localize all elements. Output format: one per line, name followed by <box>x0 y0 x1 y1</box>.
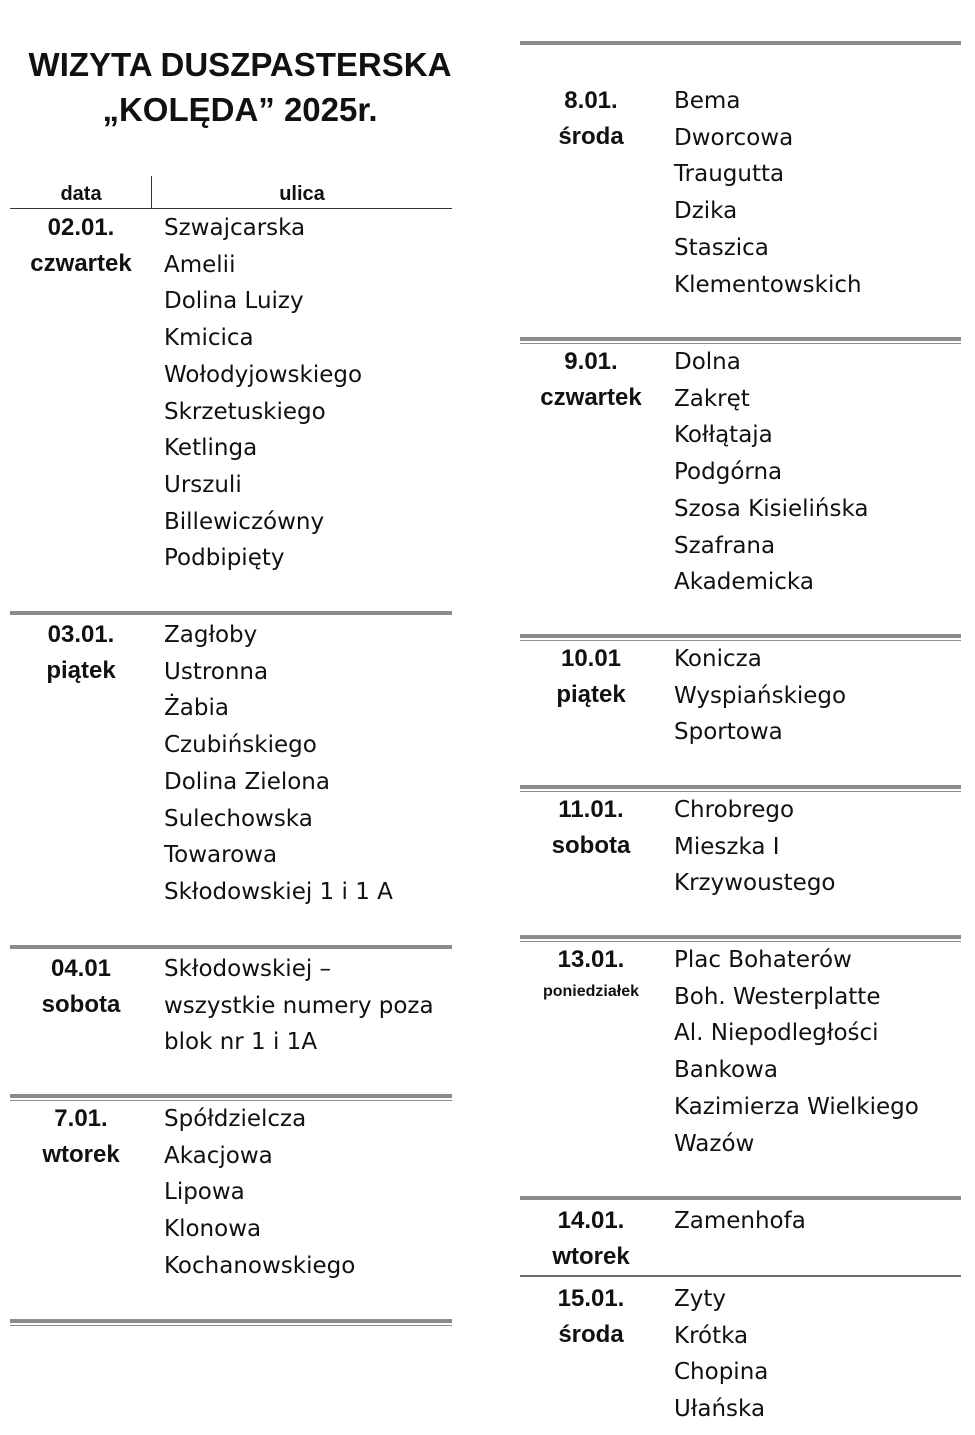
street-item: Akacjowa <box>164 1142 273 1169</box>
day-separator <box>10 1094 452 1101</box>
street-item: Kołłątaja <box>674 422 773 449</box>
street-item: Dworcowa <box>674 124 794 151</box>
visit-date <box>520 792 662 864</box>
street-item: Krzywoustego <box>674 870 836 897</box>
street-item: Ketlinga <box>164 435 258 462</box>
date-label: 13.01. <box>557 946 625 973</box>
street-item: Sportowa <box>674 719 783 746</box>
street-item: Dolina Luizy <box>164 288 304 315</box>
street-item: Zamenhofa <box>674 1208 806 1234</box>
table-bottom-border <box>10 1319 452 1326</box>
page-title-line-2: „KOLĘDA” 2025r. <box>102 91 378 128</box>
street-item: Spółdzielcza <box>164 1106 307 1132</box>
street-item: Czubińskiego <box>164 732 317 759</box>
street-item: Bankowa <box>674 1057 778 1084</box>
weekday-label: czwartek <box>30 250 132 277</box>
street-item: Chopina <box>674 1359 769 1386</box>
visit-date <box>520 641 662 713</box>
street-item: Zyty <box>674 1286 726 1312</box>
weekday-label: piątek <box>556 681 626 708</box>
street-item: Bema <box>674 88 741 114</box>
street-item: Zakręt <box>674 385 750 412</box>
visit-date <box>10 951 152 1023</box>
date-label: 8.01. <box>564 87 618 114</box>
day-separator <box>520 337 961 344</box>
street-item: blok nr 1 i 1A <box>164 1029 318 1056</box>
street-list <box>164 617 393 911</box>
street-item: Towarowa <box>164 842 278 869</box>
street-item: Amelii <box>164 251 236 278</box>
date-label: 11.01. <box>558 796 624 823</box>
day-separator <box>520 634 961 641</box>
weekday-label: wtorek <box>552 1243 630 1270</box>
street-item: Kmicica <box>164 325 254 352</box>
weekday-label: sobota <box>551 832 631 859</box>
street-item: Podbipięty <box>164 545 285 572</box>
street-item: Skłodowskiej – <box>164 956 332 982</box>
day-separator <box>520 1196 961 1201</box>
day-separator <box>520 785 961 792</box>
street-item: Akademicka <box>674 569 814 596</box>
street-item: Krótka <box>674 1322 749 1349</box>
visit-date <box>10 210 152 282</box>
visit-date <box>520 83 662 155</box>
street-item: Żabia <box>164 695 229 722</box>
street-item: Konicza <box>674 646 762 672</box>
day-separator <box>10 945 452 950</box>
visit-date <box>520 942 662 1006</box>
date-label: 03.01. <box>47 621 115 648</box>
visit-date <box>520 344 662 416</box>
street-item: Wyspiańskiego <box>674 682 847 709</box>
street-item: Boh. Westerplatte <box>674 983 881 1010</box>
street-item: Klonowa <box>164 1216 262 1243</box>
weekday-label: wtorek <box>42 1141 120 1168</box>
street-list <box>674 641 846 751</box>
date-label: 9.01. <box>564 348 618 375</box>
street-item: Al. Niepodległości <box>674 1020 879 1047</box>
street-item: Billewiczówny <box>164 508 325 535</box>
weekday-label: sobota <box>41 991 121 1018</box>
street-item: Urszuli <box>164 471 242 498</box>
street-item: Skrzetuskiego <box>164 398 326 425</box>
visit-date <box>10 1101 152 1173</box>
weekday-label: środa <box>558 123 624 150</box>
column-header-street: ulica <box>279 183 325 205</box>
table-top-border <box>520 41 961 46</box>
street-item: Staszica <box>674 234 769 261</box>
street-item: Klementowskich <box>674 271 862 298</box>
day-separator <box>520 1275 961 1277</box>
street-item: Wołodyjowskiego <box>164 361 363 388</box>
street-item: Kochanowskiego <box>164 1252 356 1279</box>
street-list <box>674 792 836 902</box>
street-item: Mieszka I <box>674 833 780 860</box>
date-label: 14.01. <box>557 1207 625 1234</box>
date-label: 15.01. <box>557 1285 625 1312</box>
visit-date <box>520 1203 662 1275</box>
date-label: 10.01 <box>560 645 622 672</box>
street-item: Traugutta <box>674 161 785 188</box>
weekday-label: środa <box>558 1321 624 1348</box>
street-item: Ustronna <box>164 658 269 685</box>
street-item: Dzika <box>674 198 738 225</box>
column-header-date: data <box>60 183 102 205</box>
street-list <box>164 1101 355 1285</box>
weekday-label: poniedziałek <box>542 983 640 1000</box>
date-label: 04.01 <box>50 955 112 982</box>
street-item: Chrobrego <box>674 797 795 823</box>
street-item: Sulechowska <box>164 805 313 832</box>
street-item: Szwajcarska <box>164 215 306 241</box>
street-list <box>164 210 362 577</box>
street-item: Szosa Kisielińska <box>674 495 869 522</box>
street-item: Lipowa <box>164 1179 245 1206</box>
street-item: Podgórna <box>674 459 783 486</box>
page-title-line-1: WIZYTA DUSZPASTERSKA <box>28 46 452 83</box>
street-item: Wazów <box>674 1130 755 1157</box>
street-item: Kazimierza Wielkiego <box>674 1093 919 1120</box>
street-list <box>674 83 862 303</box>
street-list <box>164 951 434 1061</box>
street-list <box>674 344 868 601</box>
weekday-label: czwartek <box>540 384 642 411</box>
street-item: Plac Bohaterów <box>674 947 852 973</box>
street-item: Ułańska <box>674 1396 766 1423</box>
street-list <box>674 1203 806 1240</box>
street-list <box>674 1281 768 1428</box>
street-item: Dolina Zielona <box>164 768 330 795</box>
street-item: Zagłoby <box>164 622 258 648</box>
header-underline <box>10 208 452 209</box>
street-item: wszystkie numery poza <box>164 992 434 1019</box>
weekday-label: piątek <box>46 657 116 684</box>
date-label: 7.01. <box>54 1105 108 1132</box>
date-label: 02.01. <box>47 214 115 241</box>
street-list <box>674 942 919 1162</box>
street-item: Skłodowskiej 1 i 1 A <box>164 878 393 905</box>
visit-date <box>520 1281 662 1353</box>
day-separator <box>10 611 452 616</box>
street-item: Szafrana <box>674 532 776 559</box>
visit-date <box>10 617 152 689</box>
street-item: Dolna <box>674 349 741 375</box>
day-separator <box>520 935 961 942</box>
